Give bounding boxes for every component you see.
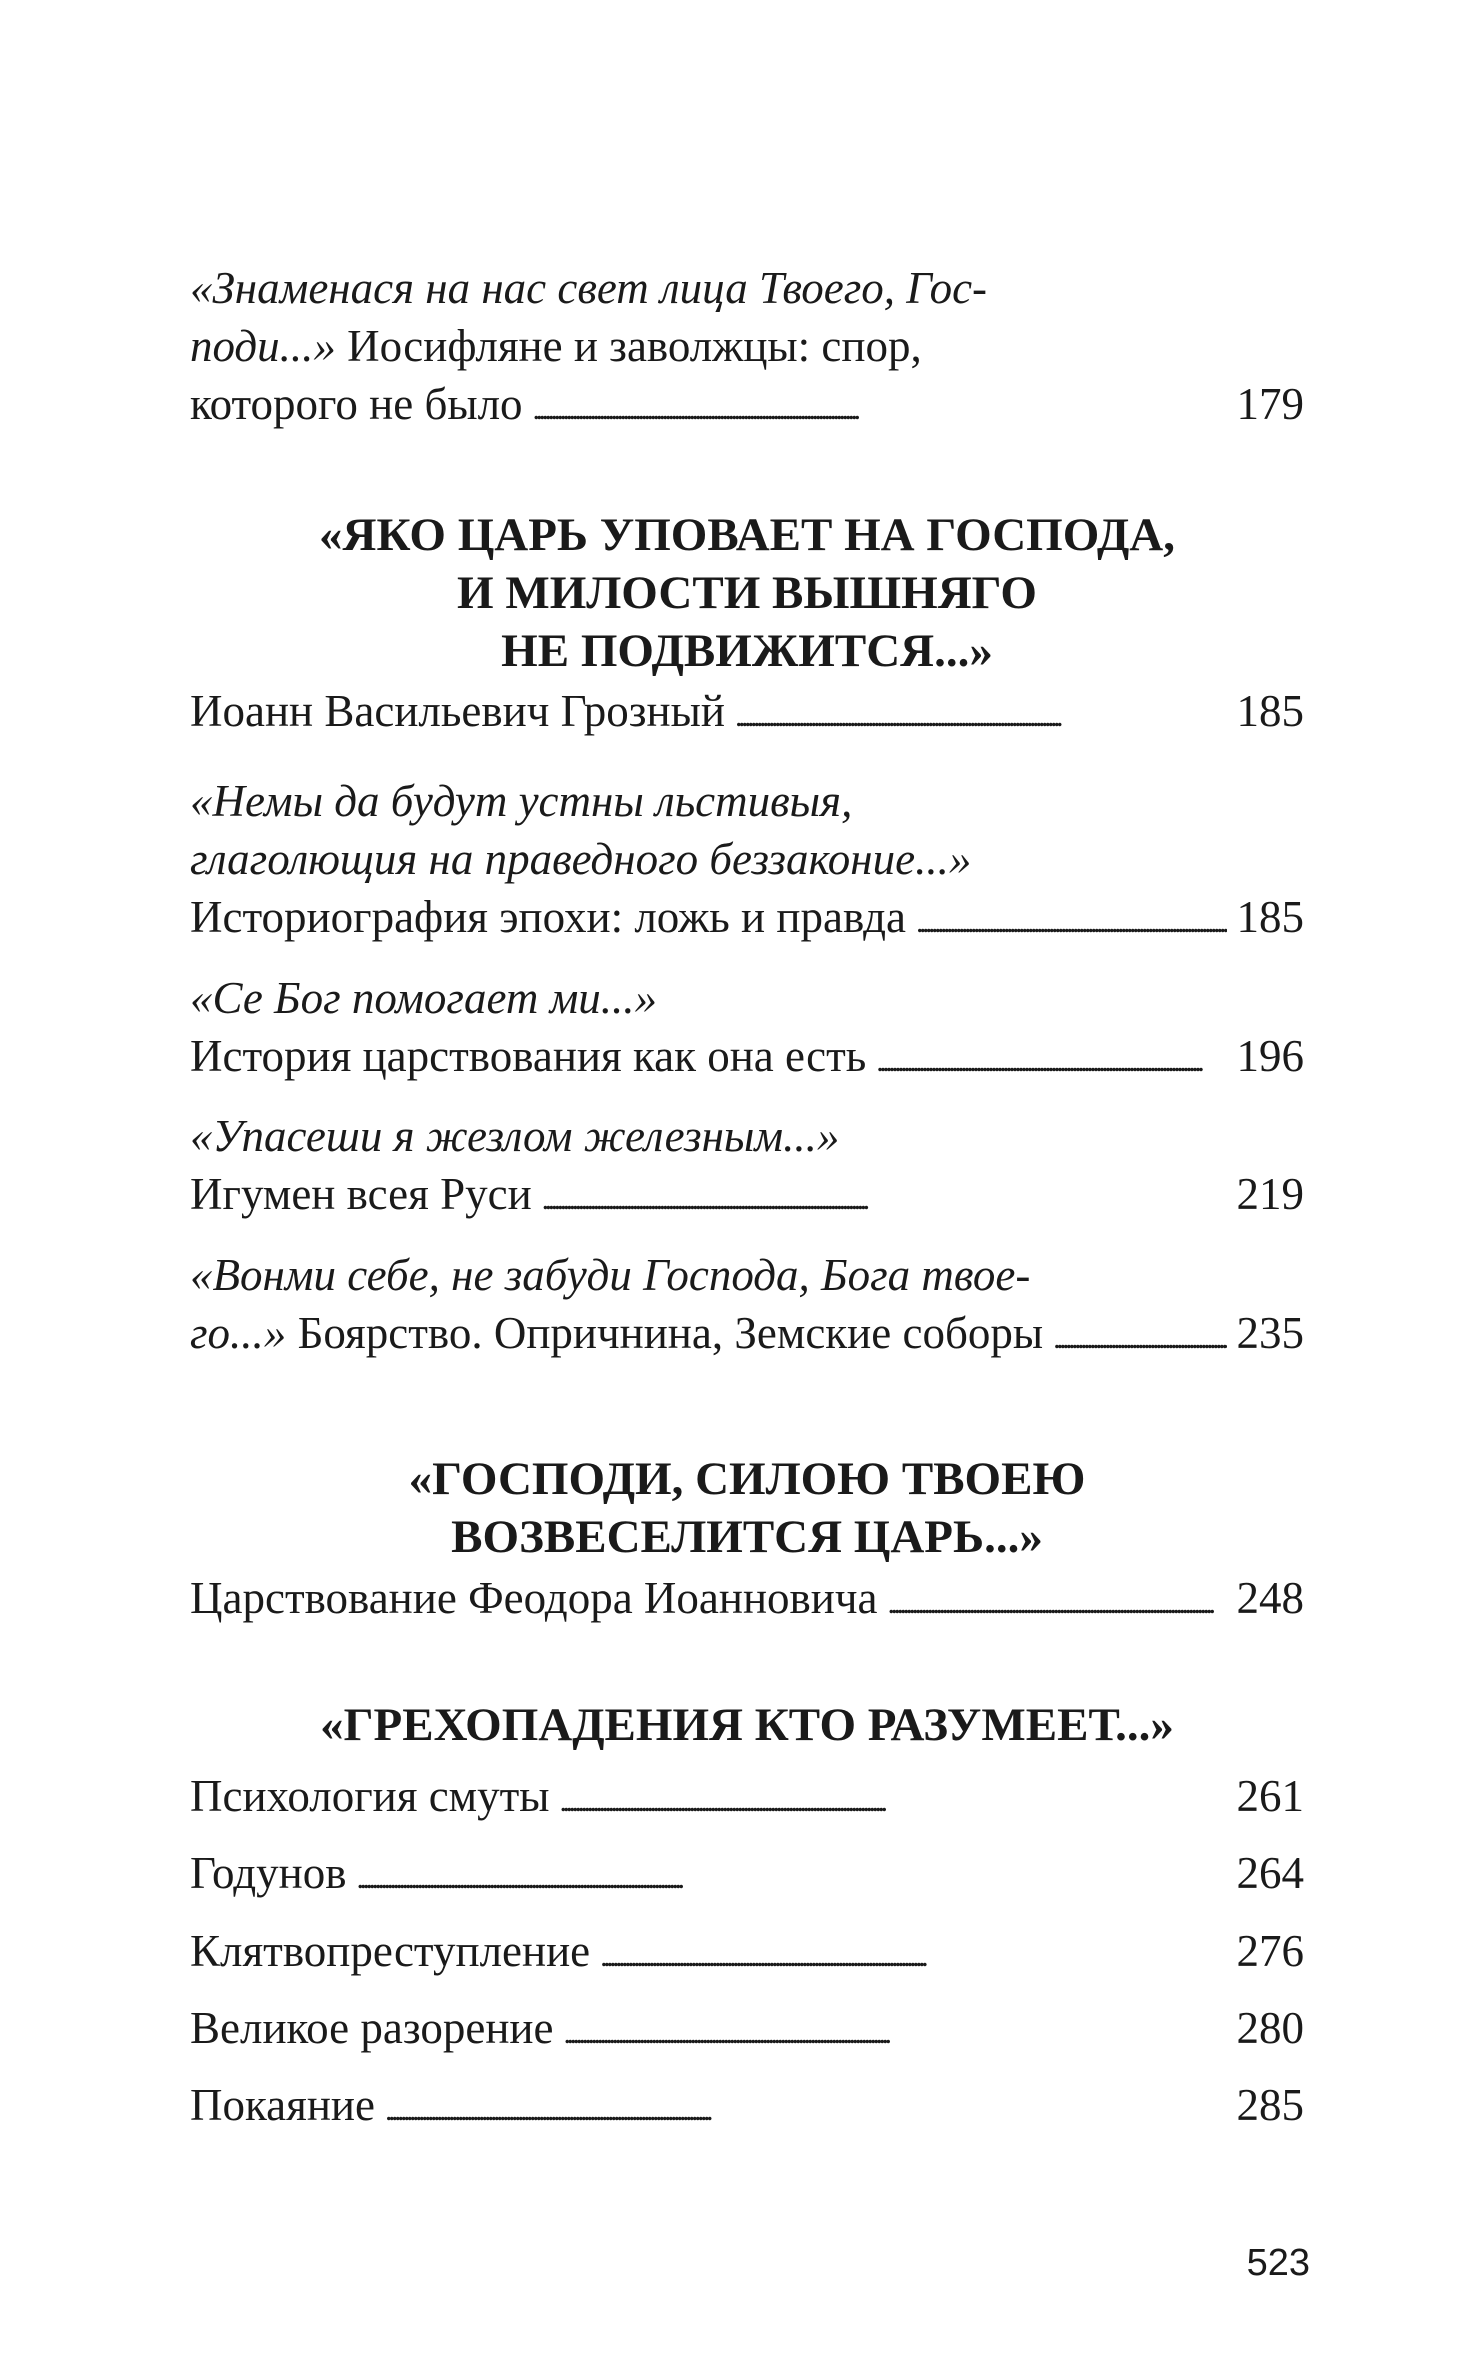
quote-line: «Знаменася на нас свет лица Твоего, Гос- xyxy=(190,263,988,313)
dot-leader xyxy=(542,1164,1227,1230)
page-number: 261 xyxy=(1236,1771,1304,1821)
toc-entry xyxy=(190,681,1304,741)
dot-leader xyxy=(563,1998,1226,2064)
entry-title: История царствования как она есть xyxy=(190,1031,867,1081)
quote-fragment: го...» xyxy=(190,1308,287,1358)
dot-leader xyxy=(560,1766,1227,1832)
toc-entry xyxy=(190,374,1304,434)
dot-leader xyxy=(887,1568,1226,1634)
page-number: 185 xyxy=(1236,892,1304,942)
entry-title: Великое разорение xyxy=(190,2003,554,2053)
toc-entry xyxy=(190,1921,1304,1981)
entry-title: Боярство. Опричнина, Земские соборы xyxy=(286,1308,1044,1358)
page-number: 235 xyxy=(1236,1308,1304,1358)
folio-page-number: 523 xyxy=(1246,2242,1310,2284)
heading-line: ВОЗВЕСЕЛИТСЯ ЦАРЬ...» xyxy=(451,1511,1043,1563)
page-number: 285 xyxy=(1236,2080,1304,2130)
page-number: 264 xyxy=(1236,1848,1304,1898)
toc-entry xyxy=(190,1766,1304,1826)
dot-leader xyxy=(1053,1303,1226,1369)
heading-line: «ГОСПОДИ, СИЛОЮ ТВОЕЮ xyxy=(408,1453,1086,1505)
page-number: 219 xyxy=(1236,1169,1304,1219)
entry-title: Историография эпохи: ложь и правда xyxy=(190,892,906,942)
entry-title: Игумен всея Руси xyxy=(190,1169,532,1219)
entry-title: Психология смуты xyxy=(190,1771,550,1821)
entry-title: Иоанн Васильевич Грозный xyxy=(190,686,725,736)
entry-title-fragment: Иосифляне и заволжцы: спор, xyxy=(335,321,922,371)
page-number: 179 xyxy=(1236,379,1304,429)
quote-line: «Упасеши я жезлом железным...» xyxy=(190,1111,840,1161)
heading-line: НЕ ПОДВИЖИТСЯ...» xyxy=(501,625,993,677)
toc-entry xyxy=(190,2075,1304,2135)
toc-entry xyxy=(190,1303,1304,1363)
entry-title: Покаяние xyxy=(190,2080,375,2130)
toc-entry xyxy=(190,887,1304,947)
dot-leader xyxy=(357,1843,1227,1909)
dot-leader xyxy=(916,887,1227,953)
toc-entry xyxy=(190,1998,1304,2058)
quote-fragment: поди...» xyxy=(190,321,336,371)
heading-line: «ЯКО ЦАРЬ УПОВАЕТ НА ГОСПОДА, xyxy=(319,509,1175,561)
section-heading xyxy=(190,1450,1304,1566)
toc-entry xyxy=(190,1026,1304,1086)
page-number: 196 xyxy=(1236,1031,1304,1081)
heading-line: «ГРЕХОПАДЕНИЯ КТО РАЗУМЕЕТ...» xyxy=(320,1699,1174,1751)
quote-line: «Вонми себе, не забуди Господа, Бога твое- xyxy=(190,1250,1031,1300)
page-number: 276 xyxy=(1236,1926,1304,1976)
heading-line: И МИЛОСТИ ВЫШНЯГО xyxy=(457,567,1037,619)
toc-entry xyxy=(190,1568,1304,1628)
toc-entry xyxy=(190,1843,1304,1903)
dot-leader xyxy=(876,1026,1226,1092)
dot-leader xyxy=(735,681,1227,747)
toc-entry xyxy=(190,1164,1304,1224)
quote-line: «Немы да будут устны льстивыя, xyxy=(190,776,853,826)
entry-title: Клятвопреступление xyxy=(190,1926,591,1976)
dot-leader xyxy=(600,1921,1226,1987)
page-number: 185 xyxy=(1236,686,1304,736)
entry-title: Годунов xyxy=(190,1848,347,1898)
quote-line: «Се Бог помогает ми...» xyxy=(190,973,658,1023)
entry-title: которого не было xyxy=(190,379,523,429)
entry-line xyxy=(190,316,1304,376)
entry-title: Царствование Феодора Иоанновича xyxy=(190,1573,878,1623)
page-number: 248 xyxy=(1236,1573,1304,1623)
section-heading xyxy=(190,1696,1304,1754)
dot-leader xyxy=(533,374,1227,440)
section-heading xyxy=(190,506,1304,680)
quote-line: глаголющия на праведного беззаконие...» xyxy=(190,834,972,884)
dot-leader xyxy=(385,2075,1227,2141)
page-number: 280 xyxy=(1236,2003,1304,2053)
